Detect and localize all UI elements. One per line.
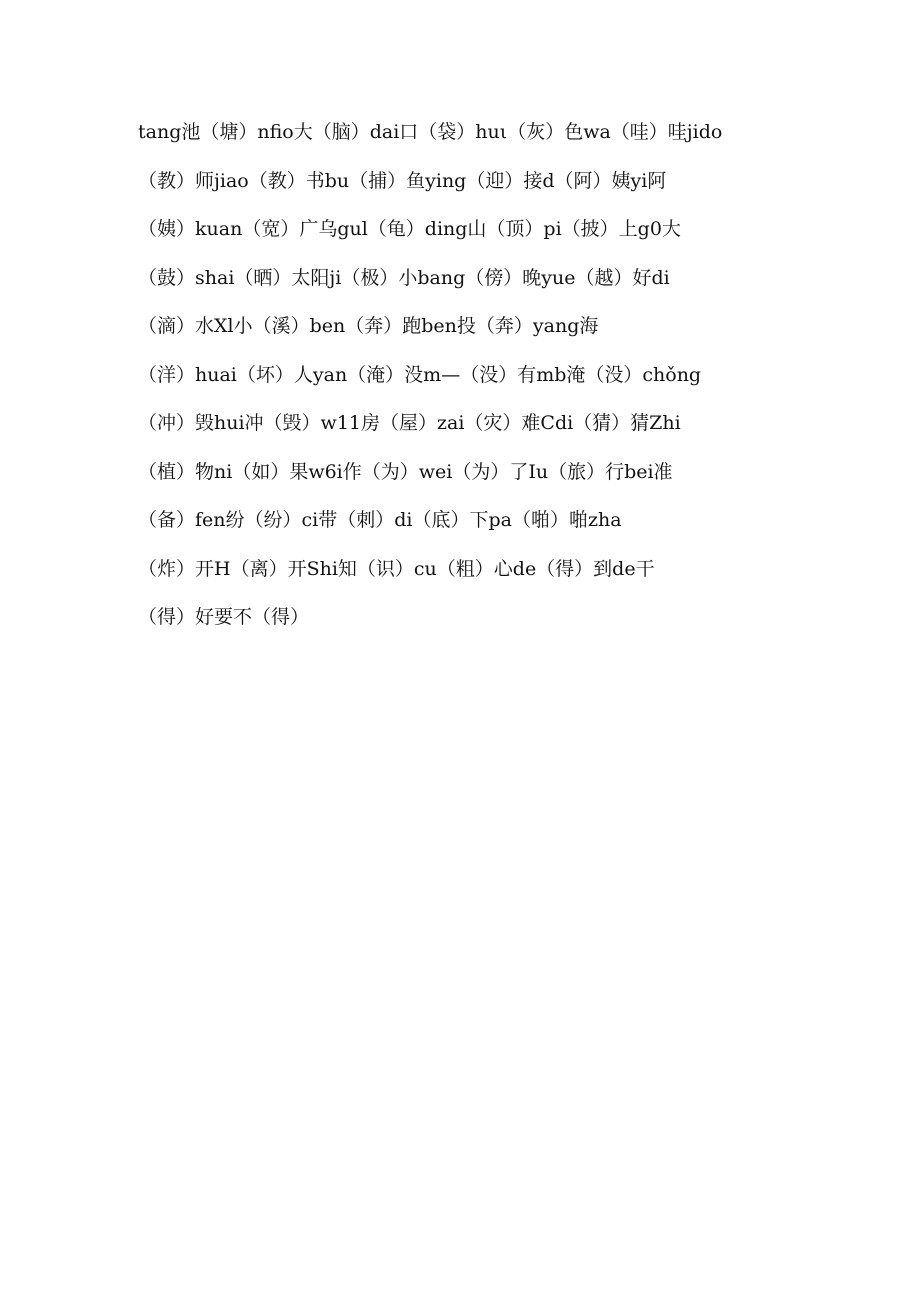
text-line-8: （植）物ni（如）果w6i作（为）wei（为）了Iu（旅）行bei准 — [138, 460, 673, 483]
text-line-5: （滴）水Xl小（溪）ben（奔）跑ben投（奔）yang海 — [138, 315, 599, 337]
text-line-3: （姨）kuan（宽）广乌gul（龟）ding山（顶）pi（披）上g0大 — [138, 218, 681, 240]
document-body — [138, 108, 798, 642]
text-line-2: （教）师jiao（教）书bu（捕）鱼ying（迎）接d（阿）姨yi阿 — [138, 169, 667, 192]
text-line-10: （炸）开H（离）开Shi知（识）cu（粗）心de（得）到de干 — [138, 557, 655, 580]
text-line-1: tang池（塘）nfio大（脑）dai口（袋）huι（灰）色wa（哇）哇jido — [138, 121, 723, 143]
text-line-7: （冲）毁hui冲（毁）w11房（屋）zai（灾）难Cdi（猜）猜Zhi — [138, 412, 681, 434]
text-line-4: （鼓）shai（晒）太阳ji（极）小bang（傍）晚yue（越）好di — [138, 266, 670, 289]
text-line-6: （洋）huai（坏）人yan（淹）没m—（没）有mb淹（没）chǒng — [138, 363, 702, 386]
text-line-9: （备）fen纷（纷）ci带（刺）di（底）下pa（啪）啪zha — [138, 509, 622, 531]
text-line-11: （得）好要不（得） — [138, 606, 310, 628]
